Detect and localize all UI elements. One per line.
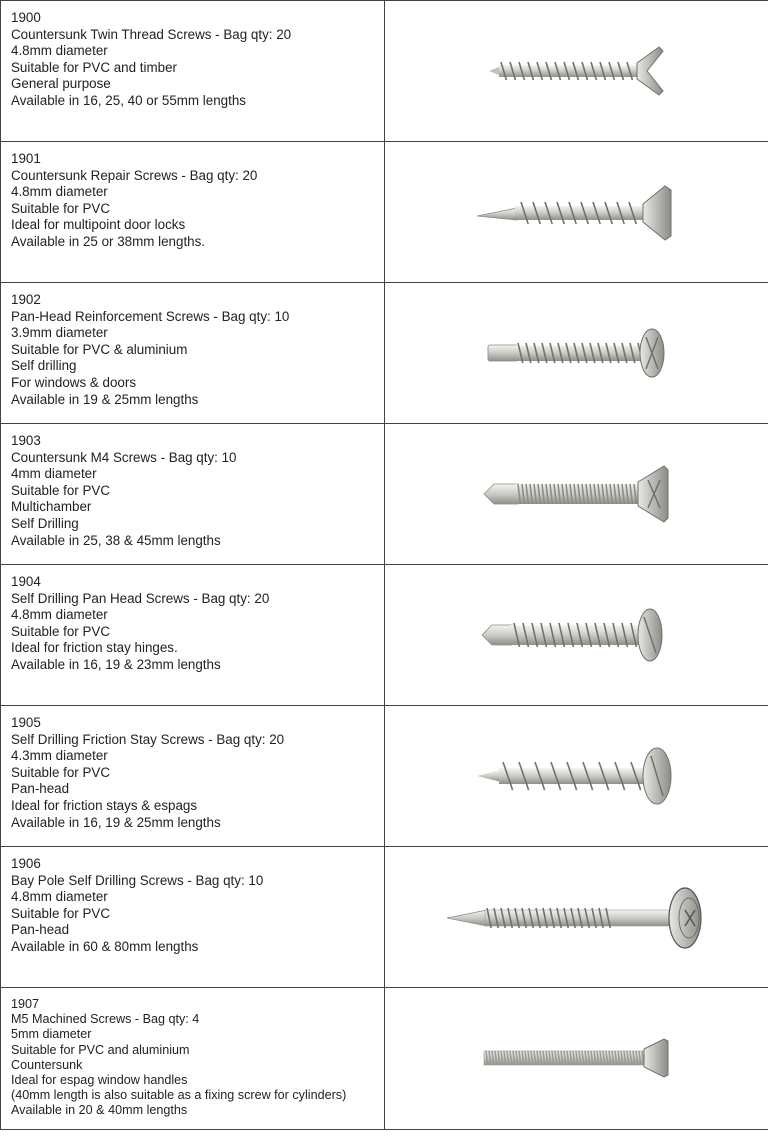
product-spec-line: Available in 19 & 25mm lengths [11, 391, 199, 407]
product-image-cell [385, 142, 768, 283]
product-image-cell [385, 565, 768, 706]
product-description-cell [1, 706, 385, 847]
product-row [1, 1, 768, 142]
product-spec-line: Pan-head [11, 781, 70, 797]
product-title: Pan-Head Reinforcement Screws - Bag qty: 10 [11, 308, 290, 324]
product-spec-line: 4.3mm diameter [11, 748, 108, 764]
product-spec-line: Suitable for PVC [11, 200, 110, 216]
product-title: Bay Pole Self Drilling Screws - Bag qty: 10 [11, 872, 264, 888]
bay-pole-screw-icon [385, 847, 768, 987]
product-spec-line: 4.8mm diameter [11, 184, 108, 200]
countersunk-twin-thread-screw-icon [385, 1, 768, 141]
countersunk-repair-screw-icon [385, 142, 768, 282]
product-code: 1900 [11, 10, 41, 25]
product-code: 1903 [11, 433, 41, 448]
product-code: 1902 [11, 292, 41, 307]
product-spec-line: Ideal for espag window handles [11, 1073, 188, 1088]
product-description-cell [1, 1, 385, 142]
product-title: M5 Machined Screws - Bag qty: 4 [11, 1012, 200, 1027]
product-row [1, 424, 768, 565]
product-spec-line: Ideal for friction stay hinges. [11, 640, 178, 656]
product-spec-line: General purpose [11, 76, 111, 92]
product-spec-line: 4.8mm diameter [11, 889, 108, 905]
countersunk-m4-screw-icon [385, 424, 768, 564]
product-spec-line: Available in 16, 19 & 25mm lengths [11, 814, 221, 830]
product-spec-line: Ideal for friction stays & espags [11, 797, 198, 813]
product-spec-line: Countersunk [11, 1057, 83, 1072]
product-spec-line: Self Drilling [11, 515, 79, 531]
product-spec-line: 5mm diameter [11, 1027, 92, 1042]
product-code: 1907 [11, 997, 40, 1011]
product-description-cell [1, 565, 385, 706]
product-spec-line: For windows & doors [11, 374, 137, 390]
product-spec-line: Suitable for PVC [11, 623, 110, 639]
product-description-cell [1, 142, 385, 283]
product-row [1, 283, 768, 424]
product-spec-line: 4.8mm diameter [11, 607, 108, 623]
m5-machined-screw-icon [385, 988, 768, 1128]
product-image-cell [385, 847, 768, 988]
product-code: 1904 [11, 574, 41, 589]
product-spec-line: (40mm length is also suitable as a fixing screw for cylinders) [11, 1088, 347, 1103]
product-title: Countersunk Repair Screws - Bag qty: 20 [11, 167, 258, 183]
product-spec-line: Available in 16, 25, 40 or 55mm lengths [11, 92, 246, 108]
product-image-cell [385, 424, 768, 565]
product-spec-line: Available in 16, 19 & 23mm lengths [11, 656, 221, 672]
product-code: 1906 [11, 856, 41, 871]
product-row [1, 847, 768, 988]
product-row [1, 142, 768, 283]
product-spec-line: Suitable for PVC & aluminium [11, 341, 188, 357]
self-drilling-pan-head-screw-icon [385, 565, 768, 705]
product-spec-line: Suitable for PVC [11, 905, 110, 921]
product-description-cell [1, 847, 385, 988]
product-spec-line: Self drilling [11, 358, 77, 374]
product-code: 1901 [11, 151, 41, 166]
product-description-cell [1, 424, 385, 565]
product-spec-line: Suitable for PVC [11, 482, 110, 498]
product-title: Self Drilling Pan Head Screws - Bag qty: 20 [11, 590, 270, 606]
product-title: Countersunk Twin Thread Screws - Bag qty: 20 [11, 26, 292, 42]
product-spec-line: Available in 25 or 38mm lengths. [11, 233, 206, 249]
product-spec-line: Ideal for multipoint door locks [11, 217, 186, 233]
product-spec-line: Available in 25, 38 & 45mm lengths [11, 532, 221, 548]
product-image-cell [385, 283, 768, 424]
product-code: 1905 [11, 715, 41, 730]
product-description-cell [1, 988, 385, 1130]
product-image-cell [385, 706, 768, 847]
product-row [1, 565, 768, 706]
product-spec-line: Available in 60 & 80mm lengths [11, 938, 199, 954]
product-image-cell [385, 1, 768, 142]
product-spec-line: Multichamber [11, 499, 92, 515]
product-spec-line: Suitable for PVC and aluminium [11, 1042, 190, 1057]
product-spec-line: Available in 20 & 40mm lengths [11, 1103, 188, 1118]
product-description-cell [1, 283, 385, 424]
product-spec-line: Suitable for PVC and timber [11, 59, 177, 75]
pan-head-reinforcement-screw-icon [385, 283, 768, 423]
friction-stay-screw-icon [385, 706, 768, 846]
product-title: Self Drilling Friction Stay Screws - Bag qty: 20 [11, 731, 285, 747]
product-spec-line: Pan-head [11, 922, 70, 938]
product-spec-line: 4.8mm diameter [11, 43, 108, 59]
product-image-cell [385, 988, 768, 1130]
product-title: Countersunk M4 Screws - Bag qty: 10 [11, 449, 237, 465]
product-spec-line: 4mm diameter [11, 466, 97, 482]
product-spec-line: Suitable for PVC [11, 764, 110, 780]
product-row [1, 988, 768, 1130]
product-row [1, 706, 768, 847]
product-spec-line: 3.9mm diameter [11, 325, 108, 341]
